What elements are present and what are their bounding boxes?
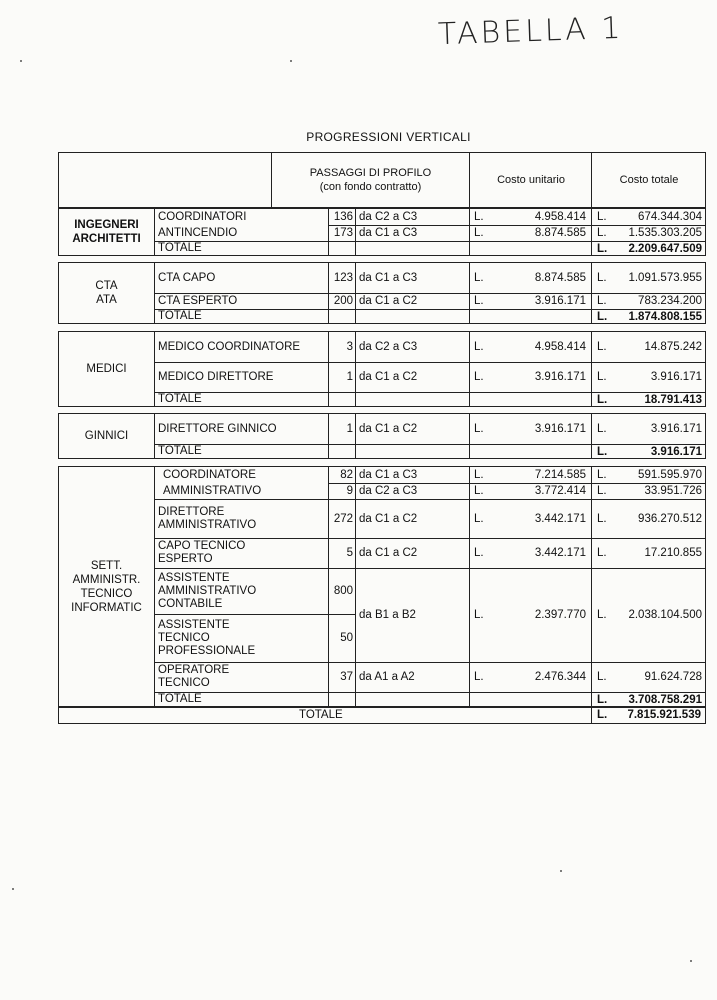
row-num: 9 — [346, 485, 353, 497]
handwritten-title: TABELLA 1 — [437, 10, 624, 53]
row-range: da A1 a A2 — [359, 671, 415, 683]
row-unit-cost: 2.476.344 — [534, 671, 586, 683]
currency: L. — [597, 341, 607, 353]
row-total-cost: 1.535.303.205 — [628, 227, 702, 239]
currency: L. — [474, 341, 484, 353]
subtotal-value: 3.708.758.291 — [628, 693, 702, 706]
scan-speck — [12, 888, 14, 890]
header-passaggi-line1: PASSAGGI DI PROFILO — [309, 167, 432, 179]
currency: L. — [474, 227, 484, 239]
row-desc: CTA ESPERTO — [158, 294, 238, 307]
row-unit-cost: 8.874.585 — [534, 272, 586, 284]
row-range: da C1 a C3 — [359, 227, 418, 239]
row-num: 1 — [346, 371, 353, 383]
currency: L. — [597, 295, 607, 307]
row-unit-cost: 3.916.171 — [534, 295, 586, 307]
section-ginnici — [58, 413, 706, 459]
table-row — [59, 614, 705, 662]
table-row — [59, 568, 705, 614]
row-unit-cost: 3.442.171 — [534, 547, 586, 559]
row-range: da C2 a C3 — [359, 211, 418, 223]
currency: L. — [474, 671, 484, 683]
row-desc: CTA CAPO — [158, 271, 216, 284]
currency: L. — [597, 445, 608, 458]
group-label: SETT. AMMINISTR. TECNICO INFORMATIC — [59, 467, 155, 706]
currency: L. — [597, 272, 607, 284]
currency: L. — [474, 469, 484, 481]
currency: L. — [597, 227, 607, 239]
currency: L. — [597, 693, 608, 706]
row-desc: AMMINISTRATIVO — [163, 484, 262, 497]
currency: L. — [597, 609, 607, 621]
grand-total-value: 7.815.921.539 — [627, 709, 701, 721]
row-total-cost: 936.270.512 — [638, 512, 702, 525]
group-label: MEDICI — [59, 332, 155, 406]
row-desc: COORDINATORI — [158, 210, 247, 223]
row-total-cost: 3.916.171 — [650, 423, 702, 435]
table-row — [59, 467, 705, 483]
row-desc: MEDICO DIRETTORE — [158, 370, 274, 383]
row-total-cost: 783.234.200 — [638, 295, 702, 307]
subtotal-value: 1.874.808.155 — [628, 310, 702, 323]
subtotal-label: TOTALE — [158, 445, 202, 457]
row-num: 173 — [333, 227, 353, 239]
row-unit-cost: 4.958.414 — [534, 211, 586, 223]
grand-total-label: TOTALE — [299, 709, 343, 721]
scan-speck — [560, 870, 562, 872]
row-total-cost: 14.875.242 — [644, 341, 702, 353]
row-total-cost: 17.210.855 — [644, 547, 702, 559]
currency: L. — [474, 295, 484, 307]
subtotal-row — [59, 241, 705, 256]
currency: L. — [597, 547, 607, 559]
row-num: 5 — [346, 547, 353, 559]
row-desc: COORDINATORE — [163, 468, 256, 481]
row-unit-cost: 4.958.414 — [534, 341, 586, 353]
row-range: da C1 a C3 — [359, 272, 418, 284]
currency: L. — [474, 485, 484, 497]
table-row — [59, 263, 705, 293]
currency: L. — [597, 709, 608, 721]
section-ingegneri — [58, 208, 706, 256]
row-unit-cost: 3.916.171 — [534, 423, 586, 435]
table-row — [59, 662, 705, 692]
row-desc: DIRETTORE AMMINISTRATIVO — [158, 505, 257, 531]
table-row — [59, 209, 705, 225]
row-desc: ANTINCENDIO — [158, 226, 238, 239]
row-total-cost: 3.916.171 — [650, 371, 702, 383]
row-num: 37 — [340, 671, 353, 683]
row-total-cost: 2.038.104.500 — [628, 609, 702, 621]
table-row — [59, 499, 705, 538]
scan-speck — [290, 60, 292, 62]
row-num: 1 — [346, 423, 353, 435]
row-num: 3 — [346, 341, 353, 353]
table-header — [58, 152, 706, 208]
table-row — [59, 293, 705, 309]
subtotal-row — [59, 392, 705, 407]
currency: L. — [474, 371, 484, 383]
currency: L. — [597, 423, 607, 435]
row-desc: CAPO TECNICO ESPERTO — [158, 540, 246, 565]
row-range: da C1 a C2 — [359, 423, 418, 435]
currency: L. — [474, 272, 484, 284]
row-desc: ASSISTENTE TECNICO PROFESSIONALE — [158, 618, 256, 657]
currency: L. — [597, 310, 608, 323]
currency: L. — [597, 393, 608, 406]
row-range: da C1 a C3 — [359, 469, 418, 481]
currency: L. — [597, 485, 607, 497]
row-unit-cost: 3.442.171 — [534, 512, 586, 525]
row-range: da C1 a C2 — [359, 371, 418, 383]
header-costo-totale: Costo totale — [591, 153, 706, 207]
header-costo-unitario: Costo unitario — [469, 153, 592, 207]
row-desc: MEDICO COORDINATORE — [158, 340, 301, 353]
header-passaggi-line2: (con fondo contratto) — [319, 181, 422, 193]
row-total-cost: 1.091.573.955 — [628, 272, 702, 284]
row-num: 50 — [340, 632, 353, 644]
row-range: da C1 a C2 — [359, 512, 418, 525]
subtotal-label: TOTALE — [158, 310, 202, 322]
currency: L. — [597, 371, 607, 383]
row-num: 272 — [333, 512, 353, 525]
subtotal-row — [59, 692, 705, 707]
row-desc: DIRETTORE GINNICO — [158, 422, 277, 435]
currency: L. — [597, 211, 607, 223]
row-num: 136 — [333, 211, 353, 223]
scan-speck — [690, 960, 692, 962]
group-label: CTA ATA — [59, 263, 155, 323]
currency: L. — [474, 547, 484, 559]
row-unit-cost: 3.772.414 — [534, 485, 586, 497]
row-total-cost: 91.624.728 — [644, 671, 702, 683]
row-num: 200 — [333, 295, 353, 307]
group-label: GINNICI — [59, 414, 155, 458]
group-label: INGEGNERI ARCHITETTI — [59, 209, 155, 255]
currency: L. — [597, 671, 607, 683]
subtotal-value: 18.791.413 — [644, 393, 702, 406]
row-total-cost: 591.595.970 — [638, 469, 702, 481]
row-unit-cost: 3.916.171 — [534, 371, 586, 383]
table-row — [59, 538, 705, 568]
currency: L. — [474, 609, 484, 621]
table-row — [59, 362, 705, 392]
currency: L. — [474, 512, 484, 525]
section-medici — [58, 331, 706, 407]
section-settori — [58, 466, 706, 707]
row-total-cost: 674.344.304 — [638, 211, 702, 223]
subtotal-row — [59, 444, 705, 459]
row-total-cost: 33.951.726 — [644, 485, 702, 497]
table-row — [59, 332, 705, 362]
row-range: da C2 a C3 — [359, 341, 418, 353]
row-num: 82 — [340, 469, 353, 481]
row-desc: OPERATORE TECNICO — [158, 664, 230, 689]
currency: L. — [597, 469, 607, 481]
scan-speck — [20, 60, 22, 62]
section-cta-ata — [58, 262, 706, 324]
row-unit-cost: 2.397.770 — [534, 609, 586, 621]
currency: L. — [597, 242, 608, 255]
table-row — [59, 225, 705, 241]
row-range: da C1 a C2 — [359, 547, 418, 559]
subtotal-label: TOTALE — [158, 693, 202, 705]
document-title: PROGRESSIONI VERTICALI — [306, 130, 471, 144]
row-range: da C1 a C2 — [359, 295, 418, 307]
row-range: da C2 a C3 — [359, 485, 418, 497]
table-row — [59, 483, 705, 499]
grand-total-row — [58, 707, 706, 724]
row-unit-cost: 8.874.585 — [534, 227, 586, 239]
currency: L. — [474, 423, 484, 435]
table-row — [59, 414, 705, 444]
row-range: da B1 a B2 — [359, 609, 416, 621]
row-unit-cost: 7.214.585 — [534, 469, 586, 481]
currency: L. — [474, 211, 484, 223]
row-num: 123 — [333, 272, 353, 284]
subtotal-value: 3.916.171 — [650, 445, 702, 458]
header-passaggi — [271, 153, 469, 207]
subtotal-label: TOTALE — [158, 393, 202, 405]
currency: L. — [597, 512, 607, 525]
subtotal-value: 2.209.647.509 — [628, 242, 702, 255]
subtotal-label: TOTALE — [158, 242, 202, 254]
subtotal-row — [59, 309, 705, 324]
row-num: 800 — [333, 585, 353, 597]
row-desc: ASSISTENTE AMMINISTRATIVO CONTABILE — [158, 571, 257, 610]
